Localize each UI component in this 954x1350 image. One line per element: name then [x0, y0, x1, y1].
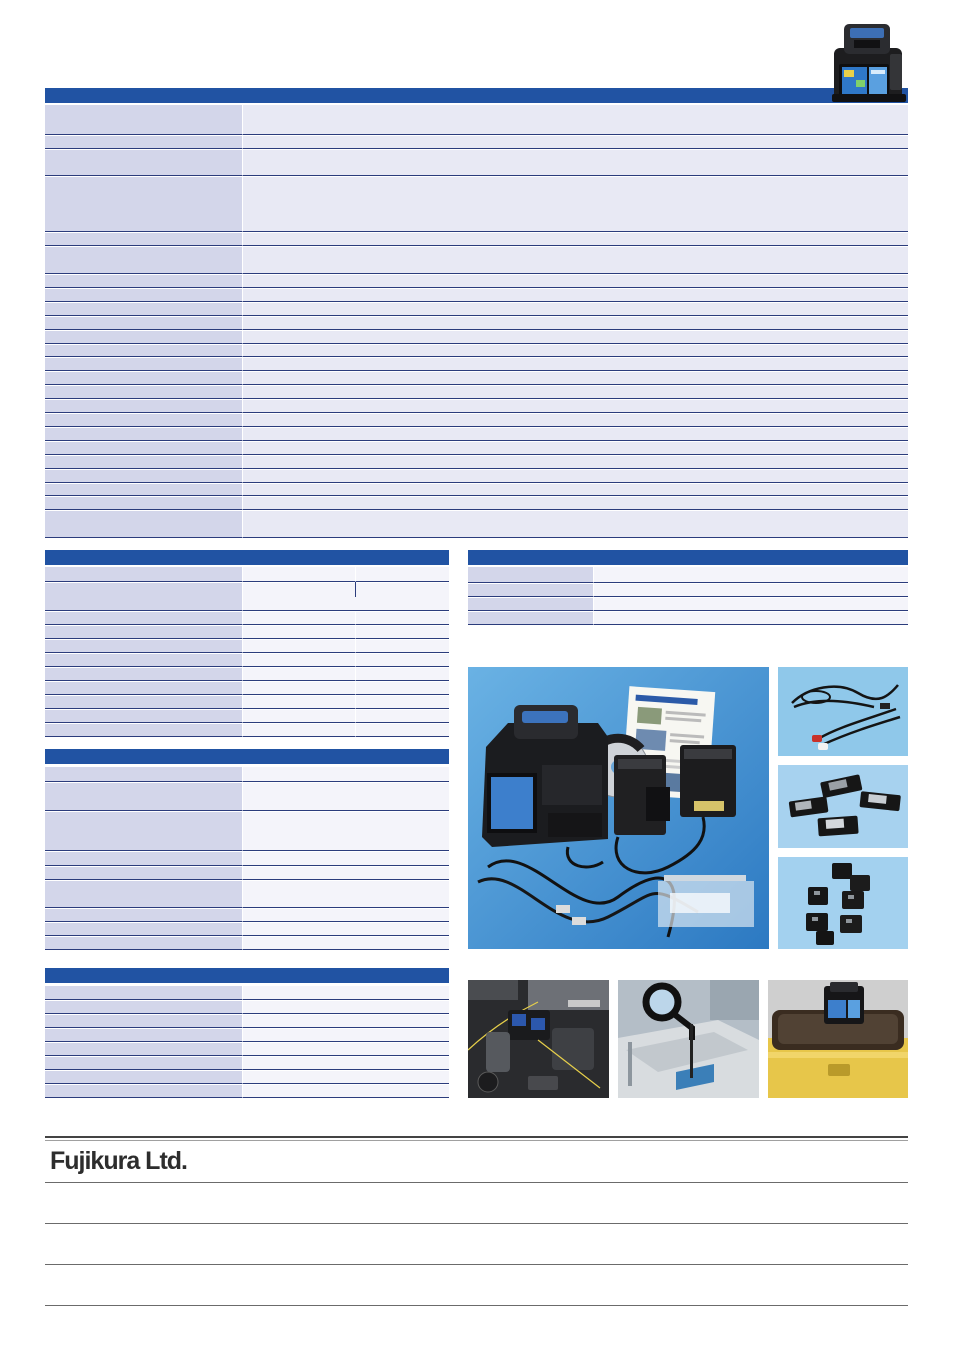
spec-value-cell	[242, 909, 449, 922]
table-row	[45, 922, 449, 936]
spec-label-cell	[45, 275, 242, 288]
table-row	[45, 1000, 449, 1014]
table-row	[45, 274, 908, 288]
spec-value-cell	[355, 654, 449, 667]
spec-label-cell	[468, 612, 593, 625]
spec-value-cell	[355, 668, 449, 681]
spec-value-cell	[242, 724, 355, 737]
footer-rule	[45, 1305, 908, 1306]
fusion-splicer-graphic	[832, 18, 906, 104]
spec-label-cell	[45, 783, 242, 811]
spec-label-cell	[45, 414, 242, 427]
table-row	[45, 371, 908, 385]
section-header-bar	[45, 550, 449, 565]
spec-label-cell	[45, 909, 242, 922]
table-row	[45, 496, 908, 510]
table-row	[45, 681, 449, 695]
table-row	[45, 288, 908, 302]
spec-table-c	[45, 968, 449, 1098]
table-row	[468, 583, 908, 597]
spec-value-cell	[593, 584, 908, 597]
spec-label-cell	[45, 150, 242, 176]
spec-label-cell	[45, 331, 242, 344]
table-row	[45, 936, 449, 950]
spec-label-cell	[468, 567, 593, 583]
spec-value-cell	[593, 598, 908, 611]
spec-value-cell	[355, 682, 449, 695]
spec-label-cell	[45, 923, 242, 936]
spec-value-cell	[242, 583, 449, 611]
table-row	[45, 149, 908, 176]
fusion-splicer-product-image	[832, 18, 906, 109]
spec-value-cell	[242, 640, 355, 653]
table-row	[45, 104, 908, 135]
table-row	[45, 851, 449, 866]
spec-value-cell	[242, 937, 449, 950]
table-row	[45, 866, 449, 880]
table-row	[45, 455, 908, 469]
spec-value-cell	[355, 612, 449, 625]
spec-value-cell	[355, 724, 449, 737]
table-row	[45, 639, 449, 653]
spec-label-cell	[45, 1029, 242, 1042]
spec-value-cell	[242, 812, 449, 851]
spec-label-cell	[45, 937, 242, 950]
spec-label-cell	[45, 1071, 242, 1084]
spec-label-cell	[45, 640, 242, 653]
section-header-bar	[45, 88, 908, 103]
magnifier-stand-graphic	[618, 980, 759, 1098]
spec-value-cell	[242, 881, 449, 908]
table-row	[45, 611, 449, 625]
spec-value-cell	[242, 986, 449, 1000]
table-row	[45, 782, 449, 811]
spec-label-cell	[45, 345, 242, 357]
table-row	[45, 135, 908, 149]
spec-value-cell	[242, 289, 908, 302]
spec-value-cell	[242, 783, 449, 811]
table-row	[45, 469, 908, 483]
spec-value-cell	[242, 442, 908, 455]
spec-label-cell	[45, 583, 242, 611]
spec-label-cell	[45, 177, 242, 232]
spec-label-cell	[45, 612, 242, 625]
spec-label-cell	[45, 289, 242, 302]
spec-label-cell	[45, 247, 242, 274]
table-row	[45, 246, 908, 274]
splicer-closeup-photo	[468, 980, 609, 1098]
accessory-kit-photo	[468, 667, 769, 949]
footer-rule	[45, 1264, 908, 1265]
table-row	[45, 723, 449, 737]
table-row	[45, 441, 908, 455]
spec-value-cell	[242, 497, 908, 510]
spec-value-cell	[242, 682, 355, 695]
table-row	[468, 611, 908, 625]
table-row	[45, 582, 449, 611]
spec-value-cell	[242, 654, 355, 667]
fiber-adapter-graphic	[778, 765, 908, 848]
spec-label-cell	[45, 881, 242, 908]
spec-table-b	[45, 749, 449, 950]
table-row	[45, 1070, 449, 1084]
spec-value-cell	[242, 484, 908, 496]
table-row	[468, 597, 908, 611]
spec-value-cell	[242, 1001, 449, 1014]
table-row	[45, 1042, 449, 1056]
spec-value-cell	[242, 1015, 449, 1028]
spec-value-cell	[242, 696, 355, 709]
table-row	[45, 176, 908, 232]
table-row	[45, 232, 908, 246]
spec-label-cell	[45, 696, 242, 709]
spec-label-cell	[45, 852, 242, 866]
spec-label-cell	[45, 428, 242, 441]
spec-label-cell	[45, 233, 242, 246]
splicer-on-case-photo	[768, 980, 908, 1098]
spec-label-cell	[45, 867, 242, 880]
spec-label-cell	[45, 710, 242, 723]
table-row	[45, 766, 449, 782]
spec-value-cell	[242, 136, 908, 149]
spec-value-cell	[242, 150, 908, 176]
accessory-kit-graphic	[468, 667, 769, 949]
spec-value-cell	[242, 177, 908, 232]
fiber-holder-graphic	[778, 857, 908, 949]
spec-label-cell	[468, 584, 593, 597]
spec-value-cell	[242, 852, 449, 866]
table-row	[45, 1028, 449, 1042]
power-cable-graphic	[778, 667, 908, 756]
splicer-closeup-graphic	[468, 980, 609, 1098]
spec-label-cell	[45, 105, 242, 135]
table-row	[45, 667, 449, 681]
table-row	[45, 344, 908, 357]
spec-value-cell	[242, 567, 355, 582]
spec-value-cell	[242, 358, 908, 371]
table-row	[45, 302, 908, 316]
spec-label-cell	[45, 386, 242, 399]
table-row	[45, 709, 449, 723]
spec-label-cell	[45, 668, 242, 681]
spec-value-cell	[242, 1071, 449, 1084]
spec-label-cell	[45, 1043, 242, 1056]
spec-label-cell	[45, 484, 242, 496]
spec-label-cell	[45, 654, 242, 667]
table-row	[45, 399, 908, 413]
footer-rule	[45, 1182, 908, 1183]
spec-label-cell	[45, 812, 242, 851]
footer-top-rule	[45, 1136, 908, 1138]
spec-label-cell	[45, 358, 242, 371]
spec-value-cell	[242, 867, 449, 880]
spec-value-cell	[242, 303, 908, 316]
power-cable-photo	[778, 667, 908, 756]
spec-value-cell	[242, 1029, 449, 1042]
spec-label-cell	[45, 372, 242, 385]
section-header-bar	[45, 968, 449, 983]
spec-value-cell	[242, 456, 908, 469]
spec-value-cell	[355, 567, 449, 582]
table-row	[45, 985, 449, 1000]
spec-value-cell	[242, 233, 908, 246]
spec-value-cell	[242, 470, 908, 483]
spec-label-cell	[45, 511, 242, 538]
table-row	[45, 483, 908, 496]
spec-value-cell	[242, 372, 908, 385]
spec-label-cell	[45, 724, 242, 737]
spec-value-cell	[242, 710, 355, 723]
table-row	[45, 653, 449, 667]
table-row	[45, 908, 449, 922]
company-logo: Fujikura Ltd.	[50, 1147, 187, 1175]
spec-label-cell	[45, 626, 242, 639]
spec-label-cell	[45, 1001, 242, 1014]
spec-label-cell	[45, 1057, 242, 1070]
table-row	[45, 880, 449, 908]
spec-value-cell	[242, 668, 355, 681]
spec-value-cell	[242, 511, 908, 538]
spec-value-cell	[242, 400, 908, 413]
spec-label-cell	[45, 456, 242, 469]
spec-value-cell	[242, 386, 908, 399]
spec-value-cell	[242, 331, 908, 344]
table-row	[45, 357, 908, 371]
spec-label-cell	[45, 470, 242, 483]
spec-value-cell	[355, 696, 449, 709]
spec-value-cell	[242, 767, 449, 782]
spec-label-cell	[45, 317, 242, 330]
spec-label-cell	[45, 136, 242, 149]
table-row	[45, 1056, 449, 1070]
fiber-adapter-photo	[778, 765, 908, 848]
spec-value-cell	[242, 923, 449, 936]
spec-value-cell	[242, 247, 908, 274]
table-row	[45, 625, 449, 639]
spec-label-cell	[45, 986, 242, 1000]
table-row	[45, 811, 449, 851]
table-row	[45, 427, 908, 441]
table-row	[45, 1014, 449, 1028]
spec-label-cell	[45, 1015, 242, 1028]
spec-label-cell	[45, 567, 242, 582]
spec-value-cell	[242, 1085, 449, 1098]
footer-top-rule-thin	[45, 1140, 908, 1141]
spec-value-cell	[242, 626, 355, 639]
main-spec-table	[45, 88, 908, 538]
table-row	[468, 566, 908, 583]
spec-value-cell	[242, 275, 908, 288]
splicer-on-case-graphic	[768, 980, 908, 1098]
spec-value-cell	[593, 612, 908, 625]
table-row	[45, 413, 908, 427]
table-row	[45, 1084, 449, 1098]
spec-label-cell	[45, 442, 242, 455]
spec-value-cell	[242, 1043, 449, 1056]
spec-value-cell	[242, 317, 908, 330]
section-header-bar	[45, 749, 449, 764]
magnifier-stand-photo	[618, 980, 759, 1098]
spec-value-cell	[355, 710, 449, 723]
spec-value-cell	[593, 567, 908, 583]
table-row	[45, 316, 908, 330]
table-row	[45, 695, 449, 709]
spec-label-cell	[45, 303, 242, 316]
spec-label-cell	[45, 767, 242, 782]
spec-value-cell	[242, 428, 908, 441]
table-row	[45, 566, 449, 582]
spec-value-cell	[355, 626, 449, 639]
column-divider	[355, 582, 356, 597]
spec-label-cell	[45, 1085, 242, 1098]
section-header-bar	[468, 550, 908, 565]
spec-label-cell	[468, 598, 593, 611]
spec-value-cell	[242, 1057, 449, 1070]
spec-label-cell	[45, 682, 242, 695]
fiber-holder-photo	[778, 857, 908, 949]
spec-value-cell	[242, 414, 908, 427]
table-row	[45, 510, 908, 538]
table-row	[45, 330, 908, 344]
spec-value-cell	[242, 105, 908, 135]
footer-rule	[45, 1223, 908, 1224]
table-row	[45, 385, 908, 399]
spec-table-d	[468, 550, 908, 625]
spec-value-cell	[242, 612, 355, 625]
spec-label-cell	[45, 497, 242, 510]
spec-label-cell	[45, 400, 242, 413]
spec-table-a	[45, 550, 449, 737]
spec-value-cell	[355, 640, 449, 653]
spec-value-cell	[242, 345, 908, 357]
